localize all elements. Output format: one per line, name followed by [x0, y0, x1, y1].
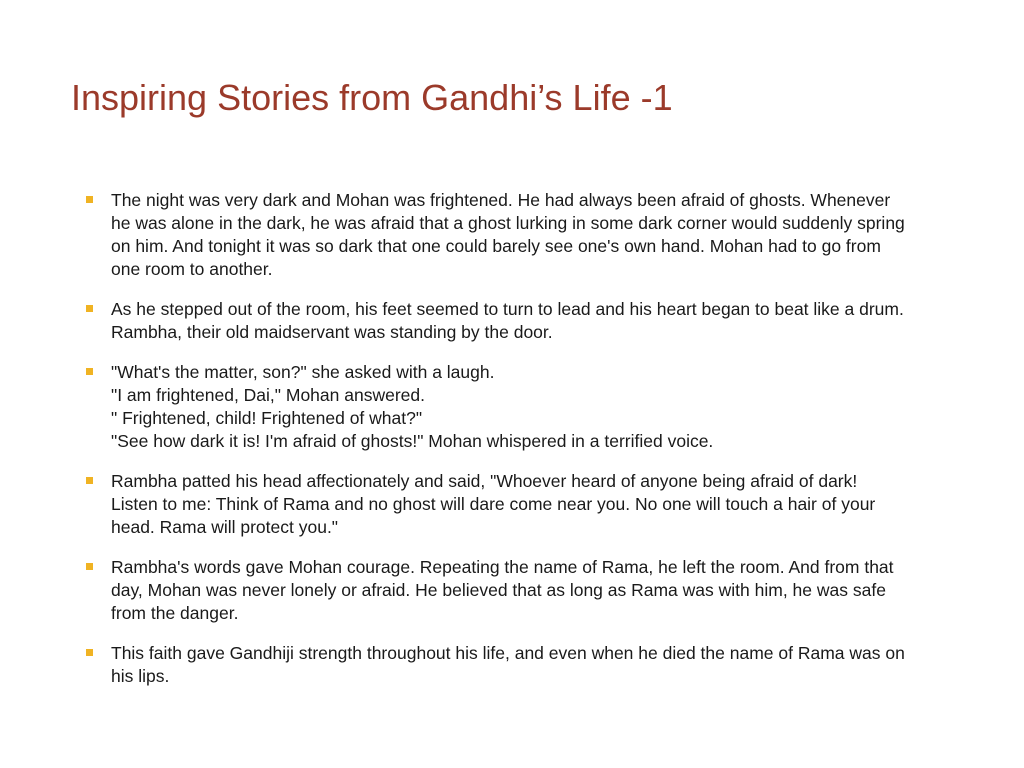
bullet-text-line: one room to another.	[111, 259, 273, 279]
bullet-text-line: The night was very dark and Mohan was frightened. He had always been afraid of ghosts. Whenever	[111, 190, 891, 210]
bullet-item	[84, 189, 1014, 281]
bullet-text-line: Rambha patted his head affectionately and said, "Whoever heard of anyone being afraid of dark!	[111, 471, 858, 491]
square-bullet-icon	[86, 477, 93, 484]
bullet-text-line: This faith gave Gandhiji strength throughout his life, and even when he died the name of Rama was on	[111, 643, 905, 663]
bullet-item	[84, 556, 1014, 625]
bullet-text-line: on him. And tonight it was so dark that one could barely see one's own hand. Mohan had to go from	[111, 236, 881, 256]
square-bullet-icon	[86, 649, 93, 656]
bullet-text-line: head. Rama will protect you."	[111, 517, 339, 537]
bullet-text-line: " Frightened, child! Frightened of what?"	[111, 408, 423, 428]
bullet-text-line: Rambha, their old maidservant was standing by the door.	[111, 322, 553, 342]
square-bullet-icon	[86, 305, 93, 312]
bullet-text-line: Rambha's words gave Mohan courage. Repeating the name of Rama, he left the room. And from that	[111, 557, 894, 577]
square-bullet-icon	[86, 563, 93, 570]
bullet-text-line: "See how dark it is! I'm afraid of ghosts!" Mohan whispered in a terrified voice.	[111, 431, 714, 451]
bullet-text-line: his lips.	[111, 666, 170, 686]
square-bullet-icon	[86, 196, 93, 203]
square-bullet-icon	[86, 368, 93, 375]
slide-title: Inspiring Stories from Gandhi’s Life -1	[71, 77, 673, 118]
bullet-text-line: "What's the matter, son?" she asked with a laugh.	[111, 362, 495, 382]
bullet-text-line: As he stepped out of the room, his feet seemed to turn to lead and his heart began to beat like a drum.	[111, 299, 904, 319]
bullet-list	[84, 189, 1014, 705]
bullet-item	[84, 298, 1014, 344]
bullet-text-line: he was alone in the dark, he was afraid that a ghost lurking in some dark corner would suddenly spring	[111, 213, 905, 233]
bullet-item	[84, 642, 1014, 688]
bullet-text-line: Listen to me: Think of Rama and no ghost will dare come near you. No one will touch a hair of your	[111, 494, 876, 514]
bullet-text-line: "I am frightened, Dai," Mohan answered.	[111, 385, 425, 405]
bullet-text-line: day, Mohan was never lonely or afraid. He believed that as long as Rama was with him, he was safe	[111, 580, 886, 600]
bullet-item	[84, 470, 1014, 539]
bullet-item	[84, 361, 1014, 453]
bullet-text-line: from the danger.	[111, 603, 239, 623]
